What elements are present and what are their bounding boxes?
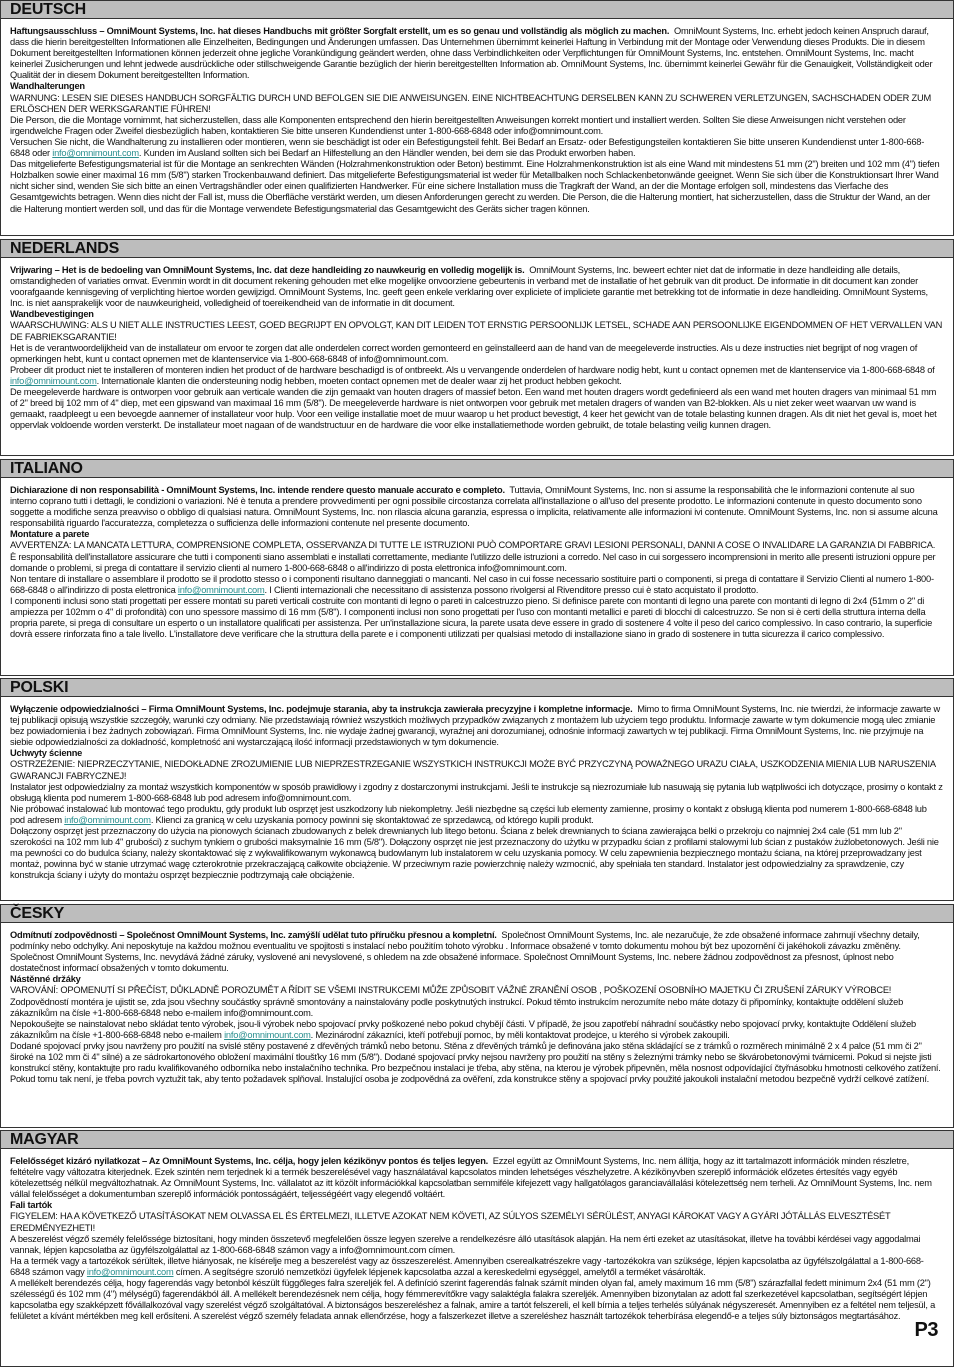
section-body	[0, 19, 954, 236]
subheading: Montature a parete	[10, 529, 90, 540]
disclaimer-paragraph	[10, 485, 943, 529]
damaged-parts-paragraph	[10, 574, 943, 596]
responsibility-paragraph: A beszerelést végző személy felelőssége biztosítani, hogy minden összetevő megfelelően össze legyen szerelve a rendelkezésre álló utasítások alapján. Ha nem érti ezeket az utasításokat, illetve ha további kérdései vagy aggodalmai vannak, lépjen kapcsolatba az ügyfélszolgálattal az 1-800-668-6848 számon vagy a info@omnimount.com címen.	[10, 1233, 921, 1255]
paragraph-text: Nie próbować instalować lub montować tego produktu, gdy produkt lub osprzęt jest uszkodzony lub niekompletny. Jeśli niezbędne są części lub elementy zamienne, prosimy o kontakt z obsługą klienta pod numerem 1-800-668-6848 lub pod adresem	[10, 803, 927, 825]
section-heading: NEDERLANDS	[0, 239, 954, 258]
paragraph-text: Probeer dit product niet te installeren of monteren indien het product of de hardware beschadigd is of ontbreekt. Als u vervangende onderdelen of hardware nodig hebt, kunt u contact opnemen met de klantenservice via 1-800-668-6848 of	[10, 364, 935, 375]
damaged-parts-paragraph	[10, 1256, 943, 1278]
section-body	[0, 478, 954, 676]
disclaimer-lead: Felelősséget kizáró nyilatkozat – Az OmniMount Systems, Inc. célja, hogy jelen kézikönyv pontos és teljes legyen.	[10, 1156, 489, 1166]
email-link[interactable]: info@omnimount.com	[86, 1266, 174, 1277]
disclaimer-text: OmniMount Systems, Inc. beweert echter niet dat de informatie in deze handleiding alle details, omstandigheden of variaties omvat. Evenmin wordt in dit document rekening gehouden met elke mogelijke onvoorziene gebeurtenis in verband met de installatie of het gebruik van dit product. De informatie in dit document kan zonder voorafgaande kennisgeving of verplichting hiertoe worden gewijzigd. OmniMount Systems, Inc. geeft geen enkele verklaring over expliciete of impliciete garantie met betrekking tot de informatie in deze handleiding. OmniMount Systems, Inc. is niet aansprakelijk voor de nauwkeurigheid, volledigheid of toereikendheid van de informatie in dit document.	[10, 265, 928, 309]
responsibility-paragraph: È responsabilità dell'installatore assicurare che tutti i componenti siano assemblati e installati correttamente, mediante l'utilizzo delle istruzioni a corredo. Nel caso in cui sorgessero incomprensioni in merito alle presenti istruzioni oppure per domande o problemi, si prega di contattare il servizio clienti al numero 1-800-668-6848 o all'indirizzo di posta elettronica info@omnimount.com.	[10, 551, 936, 573]
disclaimer-lead: Vrijwaring – Het is de bedoeling van OmniMount Systems, Inc. dat deze handleiding zo nauwkeurig en volledig mogelijk is.	[10, 265, 525, 275]
warning-text: OSTRZEŻENIE: NIEPRZECZYTANIE, NIEDOKŁADNE ZROZUMIENIE LUB NIEPRZESTRZEGANIE WSZYSTKICH INSTRUKCJI MOŻE BYĆ PRZYCZYNĄ POWAŻNEGO URAZU CIAŁA, USZKODZENIA MIENIA LUB NARUSZENIA GWARANCJI FABRYCZNEJ!	[10, 759, 936, 781]
disclaimer-text: Společnost OmniMount Systems, Inc. ale nezaručuje, že zde obsažené informace zahrnují všechny detaily, podmínky nebo odchylky. Ani neposkytuje na každou možnou eventualitu ve spojitosti s instalací nebo použitím tohoto výrobku . Informace obsažené v tomto dokumentu mohou být bez upozornění či jakéhokoli závazku změněny. Společnost OmniMount Systems, Inc. nevydává žádné záruky, vyslovené ani nevyslovené, s ohledem na zde obsažené informace. Společnost OmniMount Systems, Inc. nebere žádnou zodpovědnost za přesnost, úplnost nebo dostatečnost informací obsažených v tomto dokumentu.	[10, 930, 920, 974]
responsibility-paragraph: Instalator jest odpowiedzialny za montaż wszystkich komponentów w sposób prawidłowy i zgodny z dostarczonymi instrukcjami. Jeśli te instrukcje są niezrozumiałe lub nasuwają się pytania lub wątpliwości ich dotyczące, prosimy o kontakt z obsługą klienta pod numerem 1-800-668-6848 lub pod adresem info@omnimount.com.	[10, 781, 943, 803]
section-heading: ČESKY	[0, 904, 954, 923]
disclaimer-paragraph	[10, 265, 943, 309]
email-link[interactable]: info@omnimount.com	[64, 814, 151, 825]
language-section	[0, 459, 954, 676]
responsibility-paragraph: Zodpovědností montéra je ujistit se, zda jsou všechny součástky správně smontovány a nainstalovány podle poskytnutých instrukcí. Pokud těmto instrukcím nerozumíte nebo máte dotazy či připomínky, kontaktujte oddělení služeb zákazníkům na čísle +1-800-668-6848 nebo e-mailem info@omnimount.com.	[10, 996, 904, 1018]
section-heading: DEUTSCH	[0, 0, 954, 19]
warning-text: WARNUNG: LESEN SIE DIESES HANDBUCH SORGFÄLTIG DURCH UND BEFOLGEN SIE DIE ANWEISUNGEN. EINE NICHTBEACHTUNG DERSELBEN KANN ZU SCHWEREN VERLETZUNGEN, SACHSCHADEN ODER ZUM ERLÖSCHEN DER WERKSGARANTIE FÜHREN!	[10, 92, 931, 114]
hardware-paragraph: I componenti inclusi sono stati progettati per essere montati su pareti verticali costruite con montanti di legno o pareti in calcestruzzo pieno. Si definisce parete con montanti di legno una parete con montanti di legno di 2x4 (51mm o 2" di ampiezza per 102mm o 4" di profondità) con uno spessore massimo di 16 mm (5/8"). I componenti inclusi non sono progettati per l'uso con montanti metallici e pareti di blocchi di calcestruzzo. Se non si è certi della struttura interna della propria parete, si prega di consultare un esperto o un installatore qualificati per assistenza. Per un'installazione sicura, la parete usata deve essere in grado di sostenere 4 volte il peso del carico complessivo. In caso contrario, la superficie dovrà essere rinforzata fino a tale livello. L'installatore deve verificare che la struttura della parete e i componenti utilizzati per qualsiasi metodo di installazione siano in grado di sostenere in tutta sicurezza il carico complessivo.	[10, 595, 933, 640]
paragraph-text: Versuchen Sie nicht, die Wandhalterung zu installieren oder montieren, wenn sie beschädigt ist oder ein Befestigungsteil fehlt. Bei Bedarf an Ersatz- oder Befestigungsteilen kontaktieren Sie bitte unseren Kundendienst unter 1-800-668-6848 oder	[10, 136, 925, 159]
email-link[interactable]: info@omnimount.com	[10, 375, 97, 386]
language-section	[0, 904, 954, 1128]
disclaimer-paragraph	[10, 26, 943, 81]
paragraph-text: . Mezinárodní zákazníci, kteří potřebují pomoc, by měli kontaktovat prodejce, u kterého si výrobek zakoupili.	[310, 1029, 730, 1040]
disclaimer-text: OmniMount Systems, Inc. erhebt jedoch keinen Anspruch darauf, dass die hierin bereitgestellten Informationen alle Einzelheiten, Bedingungen und Änderungen umfassen. Das Unternehmen übernimmt keinerlei Haftung in Verbindung mit der Montage oder Verwendung dieses Produkts. Die in diesem Dokument bereitgestellten Informationen können jederzeit ohne jegliche Vorankündigung geändert werden, ohne dass Verbindlichkeiten oder Verpflichtungen für OmniMount Systems, Inc. entstehen. OmniMount Systems, Inc. macht keinerlei Zusicherungen und lehnt jedwede ausdrückliche oder stillschweigende Garantie bezüglich der hierin bereitgestellten Information ab. OmniMount Systems, Inc. übernimmt keinerlei Gewähr für die Genauigkeit, Vollständigkeit oder Qualität der in diesem Dokument bereitgestellten Information.	[10, 26, 933, 81]
responsibility-paragraph: Die Person, die die Montage vornimmt, hat sicherzustellen, dass alle Komponenten entsprechend den hierin bereitgestellten Anweisungen korrekt montiert und installiert werden. Sollten Sie diese Anweisungen nicht verstehen oder irgendwelche Fragen oder Zweifel diesbezüglich haben, kontaktieren Sie bitte unseren Kundendienst unter 1-800-668-6848 oder info@omnimount.com.	[10, 114, 906, 136]
damaged-parts-paragraph	[10, 804, 943, 826]
subheading: Nástěnné držáky	[10, 974, 81, 985]
damaged-parts-paragraph	[10, 365, 943, 387]
page-number: P3	[914, 1319, 938, 1341]
paragraph-text: . I Clienti internazionali che necessitano di assistenza possono rivolgersi al Rivenditore presso cui è stato acquistato il prodotto.	[264, 584, 759, 595]
paragraph-text: Non tentare di installare o assemblare il prodotto se il prodotto stesso o i componenti risultano danneggiati o mancanti. Nel caso in cui fosse necessario sostituire parti o componenti, si prega di contattare il Servizio Clienti al numero 1-800-668-6848 o all'indirizzo di posta elettronica	[10, 573, 934, 595]
warning-text: WAARSCHUWING: ALS U NIET ALLE INSTRUCTIES LEEST, GOED BEGRIJPT EN OPVOLGT, KAN DIT LEIDEN TOT ERNSTIG PERSOONLIJK LETSEL, SCHADE AAN PERSOONLIJKE EIGENDOMMEN OF HET VERVALLEN VAN DE FABRIEKSGARANTIE!	[10, 320, 943, 342]
disclaimer-lead: Dichiarazione di non responsabilità - OmniMount Systems, Inc. intende rendere questo manuale accurato e completo.	[10, 485, 505, 495]
language-section	[0, 239, 954, 456]
email-link[interactable]: info@omnimount.com	[177, 584, 265, 595]
disclaimer-paragraph	[10, 704, 943, 748]
paragraph-text: . Kunden im Ausland sollten sich bei Bedarf an Hilfestellung an den Händler wenden, bei dem sie das Produkt erworben haben.	[138, 148, 636, 159]
warning-text: FIGYELEM: HA A KÖVETKEZŐ UTASÍTÁSOKAT NEM OLVASSA EL ÉS ÉRTELMEZI, ILLETVE AZOKAT NEM KÖVETI, AZ SÚLYOS SZEMÉLYI SÉRÜLÉST, ANYAGI KÁROKAT VAGY A GYÁRI JÓTÁLLÁS ELVESZTÉSÉT EREDMÉNYEZHETI!	[10, 1211, 891, 1233]
paragraph-text: Ha a termék vagy a tartozékok sérültek, illetve hiányosak, ne kísérelje meg a beszerelést vagy az összeszerelést. Amennyiben cserealkatrészekre vagy -tartozékokra van szüksége, lépjen kapcsolatba az ügyfélszolgálattal a 1-800-668-6848 számon vagy	[10, 1255, 924, 1277]
hardware-paragraph: Dołączony osprzęt jest przeznaczony do użycia na pionowych ścianach zbudowanych z belek drewnianych lub litego betonu. Ściana z belek drewnianych to ściana zawierająca belki o przekroju co najmniej 2x4 cale (51 mm lub 2" szerokości na 102 mm lub 4" grubości) z suchym tynkiem o grubości maksymalnie 16 mm (5/8"). Dołączony osprzęt nie jest przeznaczony do użytku w przypadku ścian z profilami stalowymi lub ścian z pustaków żużlobetonowych. Jeśli nie ma pewności co do budulca ściany, należy skontaktować się z wykwalifikowanym wykonawcą budowlanym lub instalatorem w celu uzyskania pomocy. W celu zapewnienia bezpiecznego montażu ściana, na której przeprowadzany jest montaż, powinna być w stanie utrzymać wagę czterokrotnie przekraczającą całkowite obciążenie. W przeciwnym razie powierzchnię należy wzmocnić, aby spełniała ten standard. Instalator jest odpowiedzialny za sprawdzenie, czy konstrukcja ściany i użyty do montażu osprzęt bezpiecznie podtrzymają całe obciążenie.	[10, 826, 939, 881]
language-section	[0, 0, 954, 236]
subheading: Uchwyty ścienne	[10, 748, 83, 759]
hardware-paragraph: A mellékelt berendezés célja, hogy fagerendás vagy betonból készült függőleges falra szereljék fel. A definíció szerint fagerendás falnak számít minden olyan fal, amely maximum 16 mm (5/8") szárazfallal fedett minimum 2x4 (51 mm (2") szélességű és 102 mm (4") mélységű) fagerendákból áll. A mellékelt berendezésnek nem célja, hogy fémmerevítőkre vagy salaktégla falakra szereljék. Amennyiben bizonytalan az adott fal szerkezetével kapcsolatban, segítségért lépjen kapcsolatba egy szakképzett fővállalkozóval vagy szerelést végző szolgáltatóval. A biztonságos beszereléshez a falnak, amire a tartót felszereli, el kell bírnia a teljes terhelés súlyának négyszeresét. Amennyiben ez a feltétel nem teljesül, a felületet a kívánt mértékben meg kell erősíteni. A szerelést végző személy feladata annak ellenőrzése, hogy a falszerkezet illetve a szereléshez használt tartozékok teherbírása elegendő-e a teljes súly biztonságos megtartásához.	[10, 1278, 936, 1322]
responsibility-paragraph: Het is de verantwoordelijkheid van de installateur om ervoor te zorgen dat alle onderdelen correct worden gemonteerd en geïnstalleerd aan de hand van de meegeleverde instructies. Als u deze instructies niet begrijpt of nog vragen of opmerkingen hebt, kunt u contact opnemen met de klantenservice via 1-800-668-6848 of info@omnimount.com.	[10, 342, 918, 364]
section-body	[0, 258, 954, 456]
section-body	[0, 923, 954, 1128]
hardware-paragraph: Das mitgelieferte Befestigungsmaterial ist für die Montage an senkrechten Wänden (Holzrahmenkonstruktion oder Beton) bestimmt. Eine Holzrahmenkonstruktion ist als eine Wand mit mindestens 51 mm (2") breiten und 102 mm (4") tiefen Holzbalken sowie einer maximal 16 mm (5/8") starken Trockenbauwand definiert. Das mitgelieferte Befestigungsmaterial ist weder für Metallbalken noch Schlackenbetonwände geeignet. Wenn Sie sich über die Konstruktionsart Ihrer Wand nicht sicher sind, wenden Sie sich bitte an einen Vertragshändler oder einen qualifizierten Handwerker. Für eine sichere Installation muss die Tragkraft der Wand, an der die Montage erfolgen soll, mindestens das Vierfache des Gesamtgewichts betragen. Wenn dies nicht der Fall ist, muss die Oberfläche verstärkt werden, um diesen Anforderungen gerecht zu werden. Die Person, die die Halterung montiert, hat sicherzustellen, dass die Struktur der Wand, an der die Halterung montiert werden soll, und das für die Montage verwendete Befestigungsmaterial das Gesamtgewicht des Geräts sicher tragen können.	[10, 159, 940, 214]
paragraph-text: . Klienci za granicą w celu uzyskania pomocy powinni się skontaktować ze sprzedawcą, od którego kupili produkt.	[150, 814, 594, 825]
disclaimer-text: Ezzel együtt az OmniMount Systems, Inc. nem állítja, hogy az itt tartalmazott információk minden részletre, feltételre vagy változatra kiterjednek. Ezek szintén nem terjednek ki a termék beszerelésével vagy használatával kapcsolatos minden lehetséges vészhelyzetre. A kézikönyvben szereplő információk előzetes értesítés vagy egyéb kötelezettség nélkül megváltozhatnak. Az OmniMount Systems, Inc. vállalatot az itt közölt információkkal kapcsolatban semmiféle kifejezett vagy hallgatólagos garanciavállalási kötelezettség nem terheli. Az OmniMount Systems, Inc. nem vállal felelősséget a dokumentumban szereplő információk pontosságáért, teljességéért vagy elegendő voltáért.	[10, 1156, 932, 1200]
language-section	[0, 678, 954, 901]
email-link[interactable]: info@omnimount.com	[224, 1029, 311, 1040]
section-heading: POLSKI	[0, 678, 954, 697]
disclaimer-text: Mimo to firma OmniMount Systems, Inc. nie twierdzi, że informacje zawarte w tej publikacji opisują wszystkie szczegóły, warunki czy odmiany. Nie przedstawiają również wszystkich możliwych przypadków związanych z montażem lub użyciem tego produktu. Informacje zawarte w tym dokumencie mogą ulec zmianie bez powiadomienia i bez żadnych zobowiązań. Firma OmniMount Systems, Inc. nie wydaje żadnej gwarancji, wyraźnej ani dorozumianej, odnośnie informacji zawartych w tej publikacji. Firma OmniMount Systems, Inc. nie przyjmuje na siebie odpowiedzialności za dokładność, kompletność ani wystarczającą ilość informacji przedstawionych w tym dokumencie.	[10, 704, 940, 748]
disclaimer-paragraph	[10, 930, 943, 974]
hardware-paragraph: De meegeleverde hardware is ontworpen voor gebruik aan verticale wanden die zijn gemaakt van houten dragers of massief beton. Een wand met houten dragers wordt gedefinieerd als een wand met houten dragers van minimaal 51 mm of 2" breed bij 102 mm of 4" diep, met een gipswand van maximaal 16 mm (5/8"). De meegeleverde hardware is niet ontworpen voor gebruik met metalen dragers of wanden van B2-blokken. Als u niet zeker weet waarvan uw wand is gemaakt, raadpleegt u een bevoegde aannemer of installateur voor hulp. Voor een veilige installatie moet de muur waarop u het product bevestigt, 4 keer het gewicht van de totale belasting kunnen dragen. Als dit niet het geval is, moet het oppervlak voldoende worden versterkt. De installateur moet nagaan of de wandstructuur en de hardware die voor elke installatiemethode worden gebruikt, de totale belasting veilig kunnen dragen.	[10, 387, 937, 431]
disclaimer-paragraph	[10, 1156, 943, 1200]
email-link[interactable]: info@omnimount.com	[52, 148, 139, 159]
subheading: Wandbevestigingen	[10, 309, 94, 320]
disclaimer-lead: Odmítnutí zodpovědnosti – Společnost OmniMount Systems, Inc. zamýšlí udělat tuto příručku přesnou a kompletní.	[10, 930, 497, 940]
paragraph-text: Nepokoušejte se nainstalovat nebo skládat tento výrobek, jsou-li výrobek nebo spojovací prvky poškozené nebo pokud chybějí části. V případě, že jsou zapotřebí náhradní součástky nebo spojovací prvky, kontaktujte Oddělení služeb zákazníkům na čísle +1-800-668-6848 nebo e-mailem	[10, 1018, 916, 1040]
disclaimer-lead: Wyłączenie odpowiedzialności – Firma OmniMount Systems, Inc. podejmuje starania, aby ta instrukcja zawierała precyzyjne i kompletne informacje.	[10, 704, 633, 714]
warning-text: AVVERTENZA: LA MANCATA LETTURA, COMPRENSIONE COMPLETA, OSSERVANZA DI TUTTE LE ISTRUZIONI PUÒ COMPORTARE GRAVI LESIONI PERSONALI, DANNI A COSE O INVALIDARE LA GARANZIA DI FABBRICA.	[10, 540, 936, 551]
disclaimer-lead: Haftungsausschluss – OmniMount Systems, Inc. hat dieses Handbuchs mit größter Sorgfalt erstellt, um es so genau und vollständig als möglich zu machen.	[10, 26, 670, 36]
damaged-parts-paragraph	[10, 1019, 943, 1041]
language-section	[0, 1130, 954, 1367]
disclaimer-text: Tuttavia, OmniMount Systems, Inc. non si assume la responsabilità che le informazioni contenute al suo interno coprano tutti i dettagli, le condizioni o variazioni. Né è tenuta a prendere provvedimenti per ogni possibile circostanza correlata all'installazione o all'uso del presente prodotto. Le informazioni contenute in questo documento sono soggette a modifiche senza preavviso o obbligo di qualsiasi natura. OmniMount Systems, Inc. non rilascia alcuna garanzia, espressa o implicita, relativamente alle informazioni ivi contenute. OmniMount Systems, Inc. non si assume alcuna responsabilità riguardo l'accuratezza, completezza o sufficienza delle informazioni contenute nel presente documento.	[10, 485, 938, 529]
warning-text: VAROVÁNÍ: OPOMENUTÍ SI PŘEČÍST, DŮKLADNĚ POROZUMĚT A ŘÍDIT SE VŠEMI INSTRUKCEMI MŮŽE ZPŮSOBIT VÁŽNÉ ZRANĚNÍ OSOB , POŠKOZENÍ OSOBNÍHO MAJETKU ČI ZRUŠENÍ ZÁRUKY VÝROBCE!	[10, 985, 892, 996]
section-heading: ITALIANO	[0, 459, 954, 478]
paragraph-text: címen. A segítségre szoruló nemzetközi ügyfelek lépjenek kapcsolatba azzal a kereskedelmi egységgel, amelytől a terméket vásárolták.	[173, 1266, 706, 1277]
hardware-paragraph: Dodané spojovací prvky jsou navrženy pro použití na svislé stěny postavené z dřevěných trámků nebo betonu. Stěna z dřevěných trámků je definována jako stěna skládající se z trámků o rozměrech minimálně 2 x 4 palce (51 mm či 2" široké na 102 mm či 4" silné) a ze sádrokartonového obložení maximální tloušťky 16 mm (5/8"). Dodané spojovací prvky nejsou navrženy pro použití na stěny s železnými trámky nebo se škvárobetonovými tvárnicemi. Pokud si nejste jisti konstrukcí stěny, kontaktujte pro radu kvalifikovaného odborníka nebo instalačního technika. Pro bezpečnou instalaci je třeba, aby stěna, na kterou je výrobek připevněn, měla nosnost odpovídající čtyřnásobku hmotnosti celkového zatížení. Pokud tomu tak není, je třeba povrch vyztužit tak, aby tento požadavek splňoval. Instalující osoba je zodpovědná za ověření, zda konstrukce stěny a spojovací prvky použité jakoukoli instalační metodou bezpečně vydrží celkové zatížení.	[10, 1040, 941, 1085]
section-body	[0, 1149, 954, 1367]
section-heading: MAGYAR	[0, 1130, 954, 1149]
paragraph-text: . Internationale klanten die ondersteuning nodig hebben, moeten contact opnemen met de dealer waar zij het product hebben gekocht.	[96, 375, 622, 386]
subheading: Fali tartók	[10, 1200, 53, 1211]
damaged-parts-paragraph	[10, 137, 943, 159]
section-body	[0, 697, 954, 901]
subheading: Wandhalterungen	[10, 81, 85, 92]
